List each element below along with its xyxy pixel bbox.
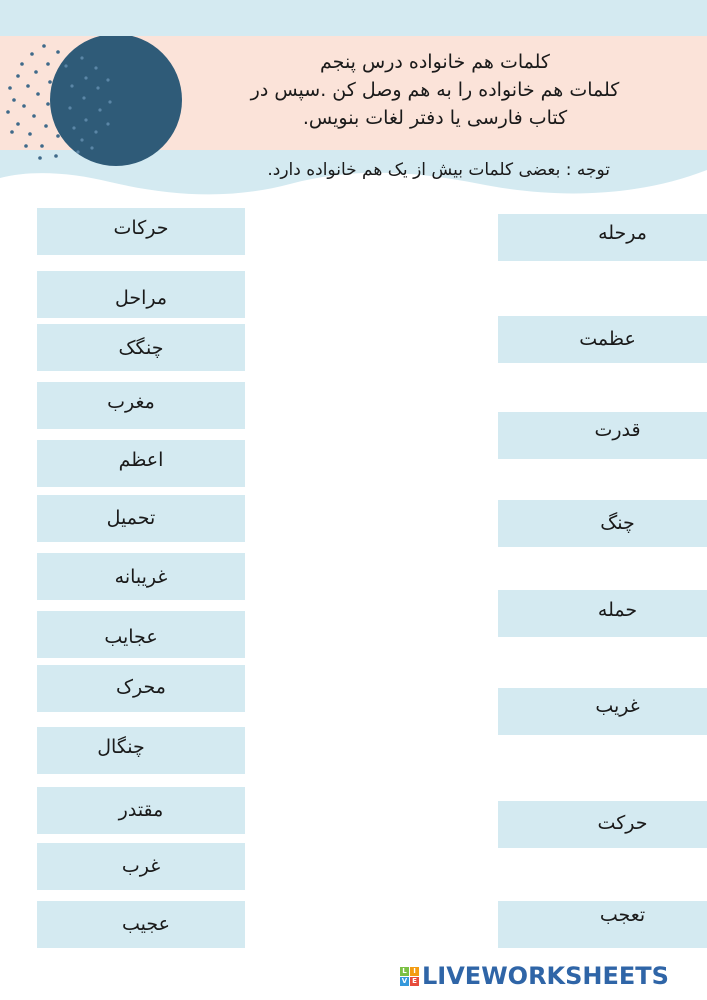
left-word-box[interactable] bbox=[37, 553, 245, 600]
word-label: غرب bbox=[121, 854, 161, 877]
word-label: عظمت bbox=[579, 327, 636, 350]
top-band bbox=[0, 0, 707, 36]
word-label: محرک bbox=[116, 675, 166, 698]
word-label: عجایب bbox=[104, 625, 158, 648]
left-word-box[interactable] bbox=[37, 665, 245, 712]
instruction-line: کتاب فارسی یا دفتر لغات بنویس. bbox=[302, 107, 568, 129]
word-label: مراحل bbox=[114, 286, 168, 309]
right-word-box[interactable] bbox=[498, 500, 707, 547]
right-word-box[interactable] bbox=[498, 412, 707, 459]
left-word-box[interactable] bbox=[37, 382, 245, 429]
word-label: قدرت bbox=[594, 418, 641, 441]
left-word-box[interactable] bbox=[37, 440, 245, 487]
word-label: غریبانه bbox=[114, 565, 168, 588]
left-word-box[interactable] bbox=[37, 208, 245, 255]
liveworksheets-logo bbox=[400, 962, 669, 990]
left-word-box[interactable] bbox=[37, 611, 245, 658]
right-word-box[interactable] bbox=[498, 590, 707, 637]
word-label: چنگک bbox=[118, 336, 164, 359]
word-label: تحمیل bbox=[106, 506, 156, 529]
logo-tiles-icon: L I V E bbox=[400, 967, 419, 986]
title-line: کلمات هم خانواده درس پنجم bbox=[320, 51, 550, 73]
logo-wordmark: LIVEWORKSHEETS bbox=[422, 962, 669, 990]
word-label: غریب bbox=[595, 694, 640, 717]
word-label: چنگ bbox=[600, 511, 635, 534]
instruction-line: کلمات هم خانواده را به هم وصل کن .سپس در bbox=[250, 79, 620, 101]
left-word-box[interactable] bbox=[37, 787, 245, 834]
word-label: حرکت bbox=[597, 811, 648, 834]
instructions bbox=[180, 48, 690, 132]
word-label: مغرب bbox=[107, 390, 155, 413]
left-word-box[interactable] bbox=[37, 271, 245, 318]
left-word-box[interactable] bbox=[37, 727, 245, 774]
word-label: تعجب bbox=[599, 903, 646, 926]
left-word-box[interactable] bbox=[37, 901, 245, 948]
left-word-box[interactable] bbox=[37, 495, 245, 542]
word-label: مرحله bbox=[598, 221, 647, 244]
right-word-box[interactable] bbox=[498, 316, 707, 363]
word-label: مقتدر bbox=[118, 798, 164, 821]
word-label: حرکات bbox=[113, 216, 169, 239]
right-word-box[interactable] bbox=[498, 688, 707, 735]
word-label: اعظم bbox=[118, 448, 164, 471]
left-word-box[interactable] bbox=[37, 843, 245, 890]
decorative-dots-circle bbox=[0, 36, 190, 176]
right-word-box[interactable] bbox=[498, 214, 707, 261]
left-word-box[interactable] bbox=[37, 324, 245, 371]
word-label: چنگال bbox=[97, 735, 145, 758]
word-label: عجیب bbox=[122, 912, 170, 935]
right-word-box[interactable] bbox=[498, 901, 707, 948]
word-label: حمله bbox=[597, 598, 638, 621]
note-text: توجه : بعضی کلمات بیش از یک هم خانواده دارد. bbox=[267, 160, 610, 180]
right-word-box[interactable] bbox=[498, 801, 707, 848]
